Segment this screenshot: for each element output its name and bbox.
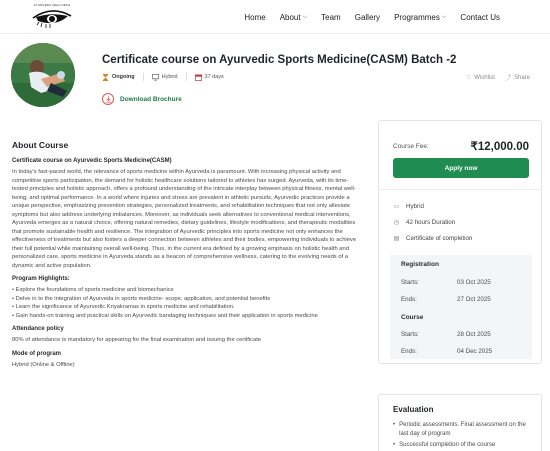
nav-gallery[interactable]: Gallery	[354, 12, 381, 22]
bullet-icon: •	[393, 442, 396, 448]
about-subtitle: Certificate course on Ayurvedic Sports Medicine(CASM)	[12, 158, 172, 164]
list-item: • Gain hands-on training and practical skills on Ayurvedic bandaging techniques and their application in sports medicine	[12, 312, 318, 319]
bullet-icon: •	[393, 422, 396, 428]
fee-value: ₹12,000.00	[470, 141, 529, 153]
divider	[186, 73, 187, 81]
list-item: • Delve in to the integration of Ayurveda in sports medicine- scope, application, and potential benefits	[12, 295, 271, 302]
hourglass-icon	[102, 74, 109, 81]
divider	[143, 73, 144, 81]
list-item: • Learn the significance of Ayurvedic Kriyakramas in sports medicine and rehabilitation.	[12, 304, 235, 310]
certificate-icon: ▤	[393, 236, 400, 242]
course-actions	[466, 73, 530, 82]
nav-team[interactable]: Team	[321, 12, 341, 22]
athlete-photo	[11, 43, 75, 107]
share-button[interactable]: ⤴ Share	[504, 74, 530, 82]
feature-mode: ▭ Hybrid	[393, 203, 424, 210]
course-title: Certificate course on Ayurvedic Sports Medicine(CASM) Batch -2	[102, 54, 457, 66]
section-heading: About Course	[12, 140, 69, 150]
divider	[379, 189, 541, 190]
course-start-row: Starts: 28 Oct 2025	[401, 331, 491, 338]
monitor-icon: ▭	[393, 204, 400, 210]
list-item: • Periodic assessments. Final assessment on the last day of program	[393, 422, 526, 437]
mode-text: Hybrid (Online & Offline)	[12, 361, 75, 368]
registration-end-row: Ends: 27 Oct 2025	[401, 296, 491, 303]
nav-about[interactable]: About ⌵	[279, 12, 308, 22]
apply-now-button[interactable]: Apply now	[393, 158, 529, 178]
clock-icon: ◷	[393, 220, 400, 226]
course-end-row: Ends: 04 Dec 2025	[401, 348, 493, 355]
attendance-heading: Attendance policy	[12, 326, 64, 332]
course-dates-heading: Course	[401, 314, 424, 321]
fee-label: Course Fee:	[393, 142, 429, 150]
list-item: • Explore the foundations of sports medicine and biomechanics	[12, 287, 174, 293]
feature-duration: ◷ 42 hours Duration	[393, 219, 456, 226]
highlights-heading: Program Highlights:	[12, 276, 70, 282]
mode-heading: Mode of program	[12, 350, 61, 357]
fee-row	[393, 139, 529, 153]
share-icon: ⤴	[504, 76, 511, 82]
calendar-icon	[195, 74, 202, 81]
status-badge: Ongoing	[102, 74, 135, 81]
site-logo[interactable]	[30, 3, 74, 31]
download-brochure-link[interactable]: Download Brochure	[102, 93, 182, 105]
evaluation-card	[378, 394, 542, 451]
nav-contact[interactable]: Contact Us	[460, 12, 500, 22]
wishlist-button[interactable]: ♡ Wishlist	[465, 74, 495, 81]
feature-certificate: ▤ Certificate of completion	[393, 235, 473, 242]
nav-programmes[interactable]: Programmes ⌵	[394, 12, 447, 22]
attendance-text: 80% of attendance is mandatory for appearing for the final examination and issuing the certificate	[12, 337, 262, 343]
site-header	[0, 0, 550, 34]
list-item: • Successful completion of the course	[393, 442, 496, 448]
registration-heading: Registration	[401, 261, 439, 268]
about-course-section	[12, 140, 362, 369]
heart-icon: ♡	[465, 75, 472, 81]
monitor-icon	[152, 74, 159, 81]
highlights-list	[12, 286, 362, 320]
about-body: In today's fast-paced world, the relevance of sports medicine within Ayurveda is paramount. With increasing physical activity and competitive sports participation, the demand for holistic healthcare solutions tailored to athletes has surged. Ayurveda, with its time-tested principles and holistic approach, offers a profound understanding of the intricate interplay between physical fitness, mental well-being, and optimal performance. In a world where injuries and stress are prevalent in athletic pursuits, Ayurvedic practices provide a unique perspective, emphasizing prevention strategies, personalized treatments, and rehabilitation techniques that not only alleviate symptoms but also address underlying imbalances. Moreover, as individuals seek alternatives to conventional medical interventions, Ayurveda emerges as a natural choice, offering natural remedies, dietary guidelines, lifestyle modifications, and therapeutic modalities that promote sustainable health and resilience. The integration of Ayurvedic principles into sports medicine not only enhances the effectiveness of treatments but also fosters a deeper connection between athletes and their bodies, empowering individuals to achieve their full potential while maintaining overall well-being. Thus, in the current era defined by a growing emphasis on holistic health and personalized care, sports medicine in Ayurveda stands as a beacon of comprehensive wellness, catering to the evolving needs of a dynamic and active population.	[12, 169, 357, 269]
evaluation-heading: Evaluation	[393, 405, 434, 414]
duration-info: 37 days	[195, 74, 224, 81]
eye-logo-icon	[30, 3, 74, 31]
chevron-down-icon: ⌵	[441, 13, 447, 20]
fee-card	[378, 120, 542, 364]
chevron-down-icon: ⌵	[302, 13, 308, 20]
logo-text: AYURVEDA WELLNESS	[33, 3, 71, 7]
mode-info: Hybrid	[152, 74, 178, 81]
download-icon	[102, 93, 114, 105]
course-meta	[102, 73, 224, 81]
course-image	[11, 43, 75, 107]
schedule-panel	[390, 255, 532, 359]
registration-start-row: Starts: 03 Oct 2025	[401, 279, 491, 286]
main-nav	[244, 0, 500, 34]
nav-home[interactable]: Home	[244, 12, 266, 22]
